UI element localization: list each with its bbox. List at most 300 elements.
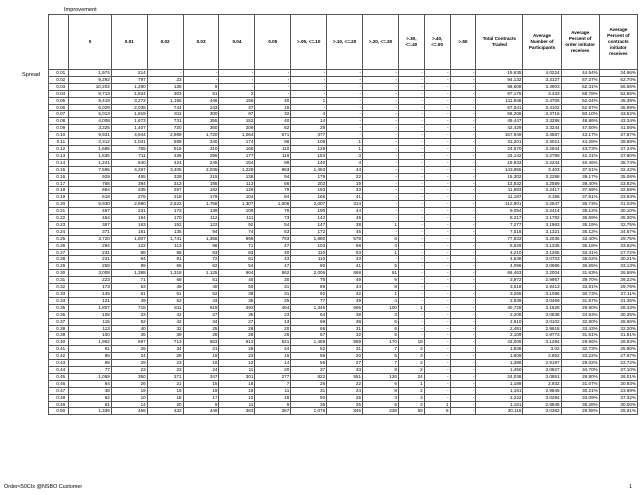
table-cell: 179 [183,194,219,201]
table-cell: 136 [219,173,255,180]
spread-value-cell: 0.07 [49,111,69,118]
table-cell: 19,833 [476,159,523,166]
table-cell: 112 [183,215,219,222]
table-cell: 1,346 [291,304,327,311]
table-cell: 2.852 [523,353,561,360]
table-cell: - [398,263,424,270]
table-cell: 143,855 [476,166,523,173]
table-cell: 37.51% [561,166,599,173]
table-cell: 3 [398,353,424,360]
table-cell: 32.42% [599,166,637,173]
table-cell: - [398,159,424,166]
table-cell: 35.30% [599,215,637,222]
table-cell: 371 [147,373,183,380]
table-cell: 66 [147,263,183,270]
table-cell: - [398,173,424,180]
table-cell: 33 [111,311,147,318]
table-cell: - [255,76,291,83]
table-cell: 1,807 [111,235,147,242]
table-cell: 3,325 [69,125,112,132]
table-cell: 276 [111,194,147,201]
table-cell: 23,142 [476,152,523,159]
table-cell: 38 [327,318,363,325]
table-cell: 7,277 [476,221,523,228]
table-cell: 1,151 [476,401,523,408]
table-cell: 3 [398,401,424,408]
table-cell: 3.3127 [523,76,561,83]
table-cell: 1 [398,304,424,311]
table-row [49,125,638,132]
table-cell: 71 [111,277,147,284]
table-cell: 35.19% [561,221,599,228]
table-cell: - [424,139,450,146]
table-cell: 54 [219,263,255,270]
table-cell: - [363,256,399,263]
table-cell: 3.0469 [523,297,561,304]
table-cell: 24 [398,373,424,380]
column-header [49,15,69,70]
table-row [49,166,638,173]
table-cell: - [363,132,399,139]
table-cell: 16 [255,353,291,360]
table-row [49,97,638,104]
table-cell: 2.9197 [523,360,561,367]
column-header: Total Contracts Traded [476,15,523,70]
table-cell: 1,161 [476,387,523,394]
table-cell: 618 [69,194,112,201]
table-cell: 2 [219,90,255,97]
table-cell: 31.57% [561,297,599,304]
table-cell: 18 [219,380,255,387]
table-cell: 31,201 [476,139,523,146]
table-row [49,173,638,180]
table-cell: - [424,194,450,201]
table-cell: 1,974 [69,70,112,77]
table-cell: - [327,111,363,118]
table-cell: 26 [219,332,255,339]
table-cell: 2.9773 [523,332,561,339]
table-cell: 67,041 [476,104,523,111]
table-cell: 26 [255,332,291,339]
table-cell: 62 [255,125,291,132]
table-cell: 1,076 [291,408,327,415]
table-cell: 142 [291,215,327,222]
table-cell: 28 [219,325,255,332]
table-row [49,90,638,97]
table-cell: 27 [327,360,363,367]
table-cell: 294 [69,242,112,249]
table-cell: 10,202 [69,83,112,90]
table-cell: 223 [69,277,112,284]
table-cell: 98,608 [476,83,523,90]
table-cell: 161 [111,228,147,235]
table-cell: - [424,339,450,346]
table-cell: 5,013 [69,111,112,118]
table-cell: 43.17% [561,132,599,139]
table-cell: 163 [111,221,147,228]
table-cell: - [424,173,450,180]
table-cell: 110 [291,256,327,263]
table-cell: 8,217 [476,215,523,222]
table-cell: 424 [147,159,183,166]
table-cell: 44.28% [561,139,599,146]
table-cell: - [424,76,450,83]
table-cell: 154 [219,159,255,166]
table-cell: 32 [255,111,291,118]
table-cell: 23 [111,366,147,373]
table-cell: 2,522 [147,201,183,208]
table-cell: 16 [255,394,291,401]
table-cell: 2,035 [183,166,219,173]
table-cell: 29.75% [599,235,637,242]
table-row [49,201,638,208]
table-cell: 15 [255,104,291,111]
table-cell: - [398,208,424,215]
table-cell: - [398,118,424,125]
table-cell: 671 [255,132,291,139]
table-cell: - [450,380,476,387]
table-cell: 521 [255,339,291,346]
table-cell: 25 [327,401,363,408]
table-cell: 3.4705 [523,97,561,104]
table-cell: - [424,249,450,256]
table-cell: 48 [69,387,112,394]
table-cell: 22 [327,380,363,387]
table-cell: 436 [147,152,183,159]
table-cell: 40,728 [476,304,523,311]
spread-value-cell: 0.17 [49,180,69,187]
table-cell: 11 [255,387,291,394]
table-cell: 135 [147,83,183,90]
table-row [49,145,638,152]
table-cell: 27.11% [599,291,637,298]
table-cell: 29.66% [561,339,599,346]
table-cell: - [398,228,424,235]
table-cell: 27.72% [599,249,637,256]
table-cell: 31 [327,325,363,332]
table-cell: 1,962 [69,339,112,346]
table-cell: 3 [363,311,399,318]
table-cell: - [450,387,476,394]
table-cell: 3.2004 [523,270,561,277]
table-cell: 7 [363,346,399,353]
table-cell: - [424,277,450,284]
spread-value-cell: 0.13 [49,152,69,159]
table-cell: - [450,284,476,291]
table-cell: 39.22% [599,277,637,284]
table-cell: 174 [219,139,255,146]
table-cell: 115 [69,318,112,325]
spread-value-cell: 0.47 [49,387,69,394]
table-cell: 6 [363,380,399,387]
table-cell: 755 [111,145,147,152]
table-cell: 51 [183,90,219,97]
table-cell: 40 [255,249,291,256]
spread-value-cell: 0.02 [49,76,69,83]
table-cell: 33.22% [561,353,599,360]
table-cell: - [363,83,399,90]
table-cell: 24 [255,346,291,353]
table-cell: - [291,83,327,90]
table-cell: - [424,180,450,187]
table-cell: - [424,311,450,318]
table-cell: 15,302 [476,173,523,180]
table-cell: 3.2589 [523,180,561,187]
table-cell: 38 [327,311,363,318]
table-row [49,346,638,353]
column-header: Average Percent of order initiator receives [561,15,599,70]
table-cell: 49 [327,297,363,304]
table-cell: 20 [327,353,363,360]
table-cell: 32.58% [599,187,637,194]
table-cell: 72 [183,256,219,263]
table-cell: 13,832 [476,180,523,187]
table-cell: 168 [219,145,255,152]
table-cell: - [450,256,476,263]
table-cell: 40 [255,118,291,125]
table-cell: 9,931 [69,132,112,139]
table-cell: - [450,215,476,222]
table-cell: - [450,311,476,318]
table-cell: 63 [111,284,147,291]
table-cell: 119 [255,152,291,159]
table-cell: 30 [255,277,291,284]
table-cell: - [424,221,450,228]
table-cell: - [424,97,450,104]
table-cell: - [424,152,450,159]
table-cell: 387 [69,221,112,228]
table-cell: 19 [327,180,363,187]
table-cell: - [450,76,476,83]
table-cell: 1,156 [147,97,183,104]
table-cell: 61 [147,291,183,298]
table-cell: 3.2547 [523,201,561,208]
table-cell: 6 [363,353,399,360]
table-cell: 1,838 [476,346,523,353]
table-cell: 9,094 [476,208,523,215]
improvement-group-label: Improvement [64,7,97,13]
table-cell: - [424,297,450,304]
table-cell: 97 [219,111,255,118]
table-cell: 301 [219,373,255,380]
table-cell: 88 [69,353,112,360]
table-cell: - [450,228,476,235]
table-cell: 998 [219,235,255,242]
table-cell: 24 [183,366,219,373]
table-cell: 1,463 [291,166,327,173]
table-cell: - [363,139,399,146]
table-cell: 1,064 [219,132,255,139]
table-cell: 179 [291,173,327,180]
table-cell: - [398,235,424,242]
table-cell: 28.58% [561,408,599,415]
table-cell: 71 [219,242,255,249]
spread-value-cell: 0.25 [49,235,69,242]
table-cell: - [450,339,476,346]
table-cell: 50.10% [561,111,599,118]
table-cell: 25 [327,394,363,401]
table-cell: - [450,201,476,208]
table-cell: 34.93% [561,311,599,318]
table-cell: 80 [291,263,327,270]
footer-caption: Order<50Ctx @NSBO Customer [4,484,83,490]
spread-value-cell: 0.42 [49,353,69,360]
table-cell: 68 [69,360,112,367]
table-cell: - [424,256,450,263]
table-cell: 35.06% [599,173,637,180]
table-cell: - [219,76,255,83]
table-row [49,111,638,118]
table-cell: - [398,194,424,201]
table-cell: 3,265 [476,291,523,298]
table-cell: 551 [327,373,363,380]
table-cell: 94 [183,228,219,235]
table-cell: - [398,242,424,249]
table-cell: - [450,208,476,215]
table-cell: - [450,366,476,373]
table-cell: - [398,83,424,90]
column-header: >.10, <=.20 [327,15,363,70]
table-row [49,277,638,284]
table-cell: 61 [69,401,112,408]
table-cell: 7 [363,360,399,367]
table-cell: - [398,256,424,263]
table-cell: - [424,325,450,332]
table-cell: 4 [363,242,399,249]
table-cell: 77 [69,366,112,373]
table-cell: 61 [111,291,147,298]
table-cell: - [398,311,424,318]
table-row [49,208,638,215]
table-cell: 904 [219,270,255,277]
table-cell: 94 [255,173,291,180]
table-cell: - [450,194,476,201]
table-cell: 314 [327,201,363,208]
table-cell: - [424,118,450,125]
table-cell: 11,187 [476,194,523,201]
table-cell: 231 [111,208,147,215]
table-cell: 43,006 [476,339,523,346]
table-cell: - [450,221,476,228]
table-cell: - [424,360,450,367]
table-cell: 23 [147,360,183,367]
spread-value-cell: 0.05 [49,97,69,104]
table-cell: 1,720 [183,132,219,139]
table-cell: - [327,97,363,104]
table-cell: - [450,173,476,180]
table-cell: 28.43% [599,304,637,311]
table-row [49,325,638,332]
table-cell: 31.81% [599,332,637,339]
table-cell: 42 [147,311,183,318]
table-cell: 36 [111,332,147,339]
table-cell: - [363,159,399,166]
table-cell: 29.02% [561,360,599,367]
table-row [49,221,638,228]
table-cell: 15 [183,380,219,387]
table-cell: - [450,318,476,325]
spread-value-cell: 0.33 [49,291,69,298]
table-cell: 19,635 [476,70,523,77]
table-cell: - [450,401,476,408]
table-cell: 67.37% [561,76,599,83]
table-cell: 37.80% [599,152,637,159]
table-cell: 34.70% [561,366,599,373]
table-cell: - [424,318,450,325]
table-cell: 3.0102 [523,318,561,325]
table-cell: 20 [147,401,183,408]
table-cell: 24,570 [476,145,523,152]
table-cell: 182 [183,187,219,194]
table-cell: 33.40% [561,235,599,242]
table-cell: 313 [147,180,183,187]
table-cell: 929 [69,173,112,180]
column-header: 0.05 [255,15,291,70]
table-cell: 797 [111,76,147,83]
table-cell: 111 [219,215,255,222]
table-row [49,104,638,111]
table-cell: 68 [147,277,183,284]
table-cell: 59 [398,408,424,415]
table-cell: 1,489 [291,339,327,346]
table-cell: 8 [363,387,399,394]
table-cell: 5 [363,332,399,339]
table-cell: 3,272 [111,97,147,104]
table-cell: 6 [363,235,399,242]
table-cell: 1 [363,249,399,256]
table-row [49,332,638,339]
table-cell: 4 [327,159,363,166]
spread-value-cell: 0.29 [49,263,69,270]
table-cell: - [398,277,424,284]
table-cell: - [398,297,424,304]
table-cell: - [424,208,450,215]
table-cell: 26.68% [599,270,637,277]
table-cell: 3.2944 [523,145,561,152]
table-cell: 50 [291,394,327,401]
table-cell: - [424,270,450,277]
table-cell: 33.94% [599,194,637,201]
column-header: >.30, <=.40 [398,15,424,70]
table-cell: 9 [255,401,291,408]
table-cell: 30.21% [599,256,637,263]
table-cell: 4,944 [111,132,147,139]
table-cell: 26.01% [599,373,637,380]
table-cell: - [363,201,399,208]
table-row [49,215,638,222]
table-cell: 32.73% [561,346,599,353]
spread-value-cell: 0.03 [49,83,69,90]
table-cell: 170 [147,215,183,222]
table-cell: 2,610 [476,318,523,325]
table-cell: 1,809 [476,353,523,360]
table-cell: - [398,104,424,111]
table-cell: 793 [255,235,291,242]
table-cell: 43.34% [599,118,637,125]
table-cell: 1,758 [183,201,219,208]
table-cell: - [450,304,476,311]
table-cell: 35.74% [599,159,637,166]
spread-value-cell: 0.11 [49,139,69,146]
table-cell: 1,318 [147,270,183,277]
table-cell: 29 [111,360,147,367]
table-cell: - [450,166,476,173]
table-cell: - [183,76,219,83]
column-header: >.50 [450,15,476,70]
table-cell: 135 [147,228,183,235]
table-cell: 66 [291,325,327,332]
spread-value-cell: 0.39 [49,332,69,339]
